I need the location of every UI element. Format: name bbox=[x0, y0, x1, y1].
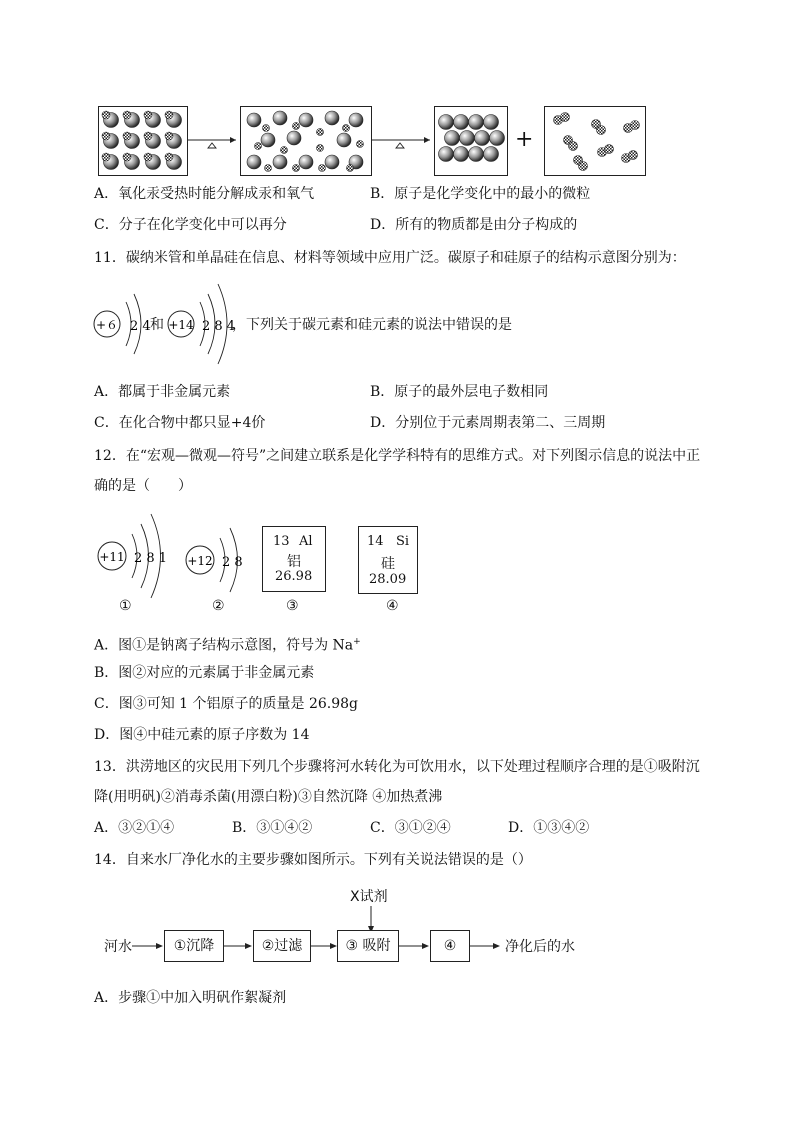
oxygen-atom bbox=[144, 153, 152, 161]
separated-atoms-figure bbox=[240, 106, 372, 176]
q12-option-a[interactable] bbox=[94, 632, 361, 656]
q12-option-b[interactable]: B．图②对应的元素属于非金属元素 bbox=[94, 665, 315, 681]
q11-option-a[interactable]: A．都属于非金属元素 bbox=[94, 384, 231, 400]
step-1-label: ①沉降 bbox=[173, 938, 215, 954]
q10-option-c[interactable]: C．分子在化学变化中可以再分 bbox=[94, 217, 287, 233]
q11-tail: ，下列关于碳元素和硅元素的说法中错误的是 bbox=[232, 317, 512, 333]
oxygen-atom bbox=[631, 121, 640, 130]
magnesium-ion-structure bbox=[180, 520, 250, 600]
fig1-label: ① bbox=[119, 598, 132, 614]
mercury-atom bbox=[469, 147, 484, 162]
input-label: 河水 bbox=[104, 939, 132, 955]
oxygen-atom bbox=[569, 142, 578, 151]
q13-option-b[interactable]: B．③①④② bbox=[232, 820, 313, 836]
fig4-mass: 28.09 bbox=[369, 572, 407, 587]
oxygen-atom bbox=[263, 125, 270, 132]
oxygen-atom bbox=[293, 123, 300, 130]
mercury-atom bbox=[349, 113, 363, 127]
q10-option-b[interactable]: B．原子是化学变化中的最小的微粒 bbox=[370, 186, 591, 202]
carbon-shells-label: 2 4 bbox=[130, 319, 151, 334]
mercury-oxide-molecules-figure bbox=[98, 106, 188, 176]
mercury-atom bbox=[439, 147, 454, 162]
oxygen-atom bbox=[102, 132, 110, 140]
fig2-label: ② bbox=[212, 598, 225, 614]
mercury-atom bbox=[325, 155, 339, 169]
carbon-nucleus-label: +６ bbox=[95, 318, 119, 332]
silicon-shells-label: 2 8 4 bbox=[202, 319, 236, 334]
step-4-label: ④ bbox=[443, 938, 457, 954]
step-3-label: ③ 吸附 bbox=[345, 938, 391, 954]
oxygen-atom bbox=[281, 147, 288, 154]
fig1-nucleus-label: +11 bbox=[99, 550, 125, 564]
step-sedimentation bbox=[164, 930, 224, 962]
oxygen-atom bbox=[165, 132, 173, 140]
mercury-atom bbox=[439, 115, 454, 130]
oxygen-atom bbox=[319, 165, 326, 172]
step-2-label: ②过滤 bbox=[261, 938, 303, 954]
mercury-atom bbox=[454, 147, 469, 162]
oxygen-atom bbox=[293, 165, 300, 172]
mercury-atom bbox=[469, 115, 484, 130]
fig3-label: ③ bbox=[286, 598, 299, 614]
fig3-number: 13 bbox=[273, 534, 290, 549]
step-adsorption bbox=[337, 930, 399, 962]
arrow-2-3 bbox=[310, 940, 340, 952]
mercury-atom bbox=[273, 155, 287, 169]
mercury-atom bbox=[247, 155, 261, 169]
q12-option-a-charge: + bbox=[353, 637, 361, 647]
oxygen-atom bbox=[123, 132, 131, 140]
fig1-shells-label: 2 8 1 bbox=[134, 551, 168, 566]
q14-option-a[interactable]: A．步骤①中加入明矾作絮凝剂 bbox=[94, 990, 287, 1006]
arrow-3-4 bbox=[398, 940, 430, 952]
q11-connector: 和 bbox=[150, 317, 164, 333]
oxygen-atom bbox=[144, 132, 152, 140]
oxygen-atom bbox=[123, 111, 131, 119]
q13-option-d[interactable]: D．①③④② bbox=[508, 820, 590, 836]
mercury-atom bbox=[475, 131, 490, 146]
oxygen-molecules-figure bbox=[544, 106, 646, 176]
mercury-atom bbox=[454, 115, 469, 130]
mercury-atom bbox=[490, 131, 505, 146]
output-label: 净化后的水 bbox=[505, 939, 575, 955]
oxygen-atom bbox=[317, 129, 324, 136]
step-filtration bbox=[253, 930, 311, 962]
q10-option-d[interactable]: D．所有的物质都是由分子构成的 bbox=[370, 217, 578, 233]
fig4-number: 14 bbox=[367, 534, 384, 549]
reagent-label: X试剂 bbox=[350, 889, 388, 905]
silicon-element-card bbox=[358, 526, 418, 594]
plus-sign: + bbox=[515, 127, 534, 152]
arrow-1-2 bbox=[223, 940, 253, 952]
q11-option-c[interactable]: C．在化合物中都只显+4价 bbox=[94, 415, 266, 431]
mercury-atom bbox=[299, 155, 313, 169]
mercury-atom bbox=[247, 113, 261, 127]
fig3-symbol: Al bbox=[299, 534, 313, 549]
fig4-symbol: Si bbox=[396, 534, 410, 549]
mercury-atoms-figure bbox=[434, 106, 508, 176]
q13-option-c[interactable]: C．③①②④ bbox=[370, 820, 451, 836]
oxygen-atom bbox=[255, 143, 262, 150]
q11-stem: 11．碳纳米管和单晶硅在信息、材料等领域中应用广泛。碳原子和硅原子的结构示意图分别为： bbox=[94, 250, 686, 266]
oxygen-atom bbox=[102, 153, 110, 161]
fig2-nucleus-label: +12 bbox=[187, 554, 213, 568]
q13-stem-line1: 13．洪涝地区的灾民用下列几个步骤将河水转化为可饮用水，以下处理过程顺序合理的是①吸附沉 bbox=[94, 759, 700, 775]
mercury-atom bbox=[484, 115, 499, 130]
q12-option-a-text: A．图①是钠离子结构示意图，符号为 Na bbox=[94, 637, 354, 654]
mercury-atom bbox=[261, 133, 275, 147]
oxygen-atom bbox=[123, 153, 131, 161]
heat-arrow-1 bbox=[188, 132, 240, 152]
oxygen-atom bbox=[561, 113, 570, 122]
q12-stem-line2: 确的是（ ） bbox=[94, 478, 192, 494]
mercury-atom bbox=[460, 131, 475, 146]
oxygen-atom bbox=[597, 126, 606, 135]
oxygen-atom bbox=[343, 125, 350, 132]
mercury-atom bbox=[445, 131, 460, 146]
mercury-atom bbox=[484, 147, 499, 162]
oxygen-atom bbox=[165, 153, 173, 161]
q14-stem: 14．自来水厂净化水的主要步骤如图所示。下列有关说法错误的是（） bbox=[94, 852, 532, 868]
step-4 bbox=[430, 930, 470, 962]
fig3-mass: 26.98 bbox=[275, 569, 313, 584]
oxygen-atom bbox=[357, 141, 364, 148]
oxygen-atom bbox=[629, 151, 638, 160]
mercury-atom bbox=[325, 111, 339, 125]
fig3-name: 铝 bbox=[287, 554, 301, 570]
fig4-label: ④ bbox=[386, 598, 399, 614]
fig4-name: 硅 bbox=[381, 556, 395, 572]
arrow-input bbox=[132, 940, 164, 952]
q13-stem-line2: 降(用明矾)②消毒杀菌(用漂白粉)③自然沉降 ④加热煮沸 bbox=[94, 789, 443, 805]
q13-option-a[interactable]: A．③②①④ bbox=[94, 820, 175, 836]
fig2-shells-label: 2 8 bbox=[222, 555, 243, 570]
oxygen-atom bbox=[165, 111, 173, 119]
silicon-nucleus-label: +14 bbox=[168, 318, 194, 332]
oxygen-atom bbox=[317, 145, 324, 152]
mercury-atom bbox=[299, 113, 313, 127]
q11-option-b[interactable]: B．原子的最外层电子数相同 bbox=[370, 384, 549, 400]
oxygen-atom bbox=[347, 165, 354, 172]
oxygen-atom bbox=[265, 165, 272, 172]
oxygen-atom bbox=[605, 145, 614, 154]
q11-option-d[interactable]: D．分别位于元素周期表第二、三周期 bbox=[370, 415, 606, 431]
oxygen-atom bbox=[144, 111, 152, 119]
mercury-atom bbox=[287, 131, 301, 145]
aluminum-element-card bbox=[262, 526, 326, 592]
oxygen-atom bbox=[102, 111, 110, 119]
oxygen-atom bbox=[579, 162, 588, 171]
sodium-ion-structure bbox=[96, 510, 176, 602]
heat-arrow-2 bbox=[372, 132, 434, 152]
mercury-atom bbox=[337, 133, 351, 147]
q12-option-c[interactable]: C．图③可知 1 个铝原子的质量是 26.98g bbox=[94, 696, 359, 712]
q10-option-a[interactable]: A．氧化汞受热时能分解成汞和氧气 bbox=[94, 186, 315, 202]
mercury-atom bbox=[273, 111, 287, 125]
arrow-output bbox=[469, 940, 501, 952]
q12-stem-line1: 12．在“宏观—微观—符号”之间建立联系是化学学科特有的思维方式。对下列图示信息的说法中正 bbox=[94, 448, 701, 464]
q12-option-d[interactable]: D．图④中硅元素的原子序数为 14 bbox=[94, 727, 310, 743]
